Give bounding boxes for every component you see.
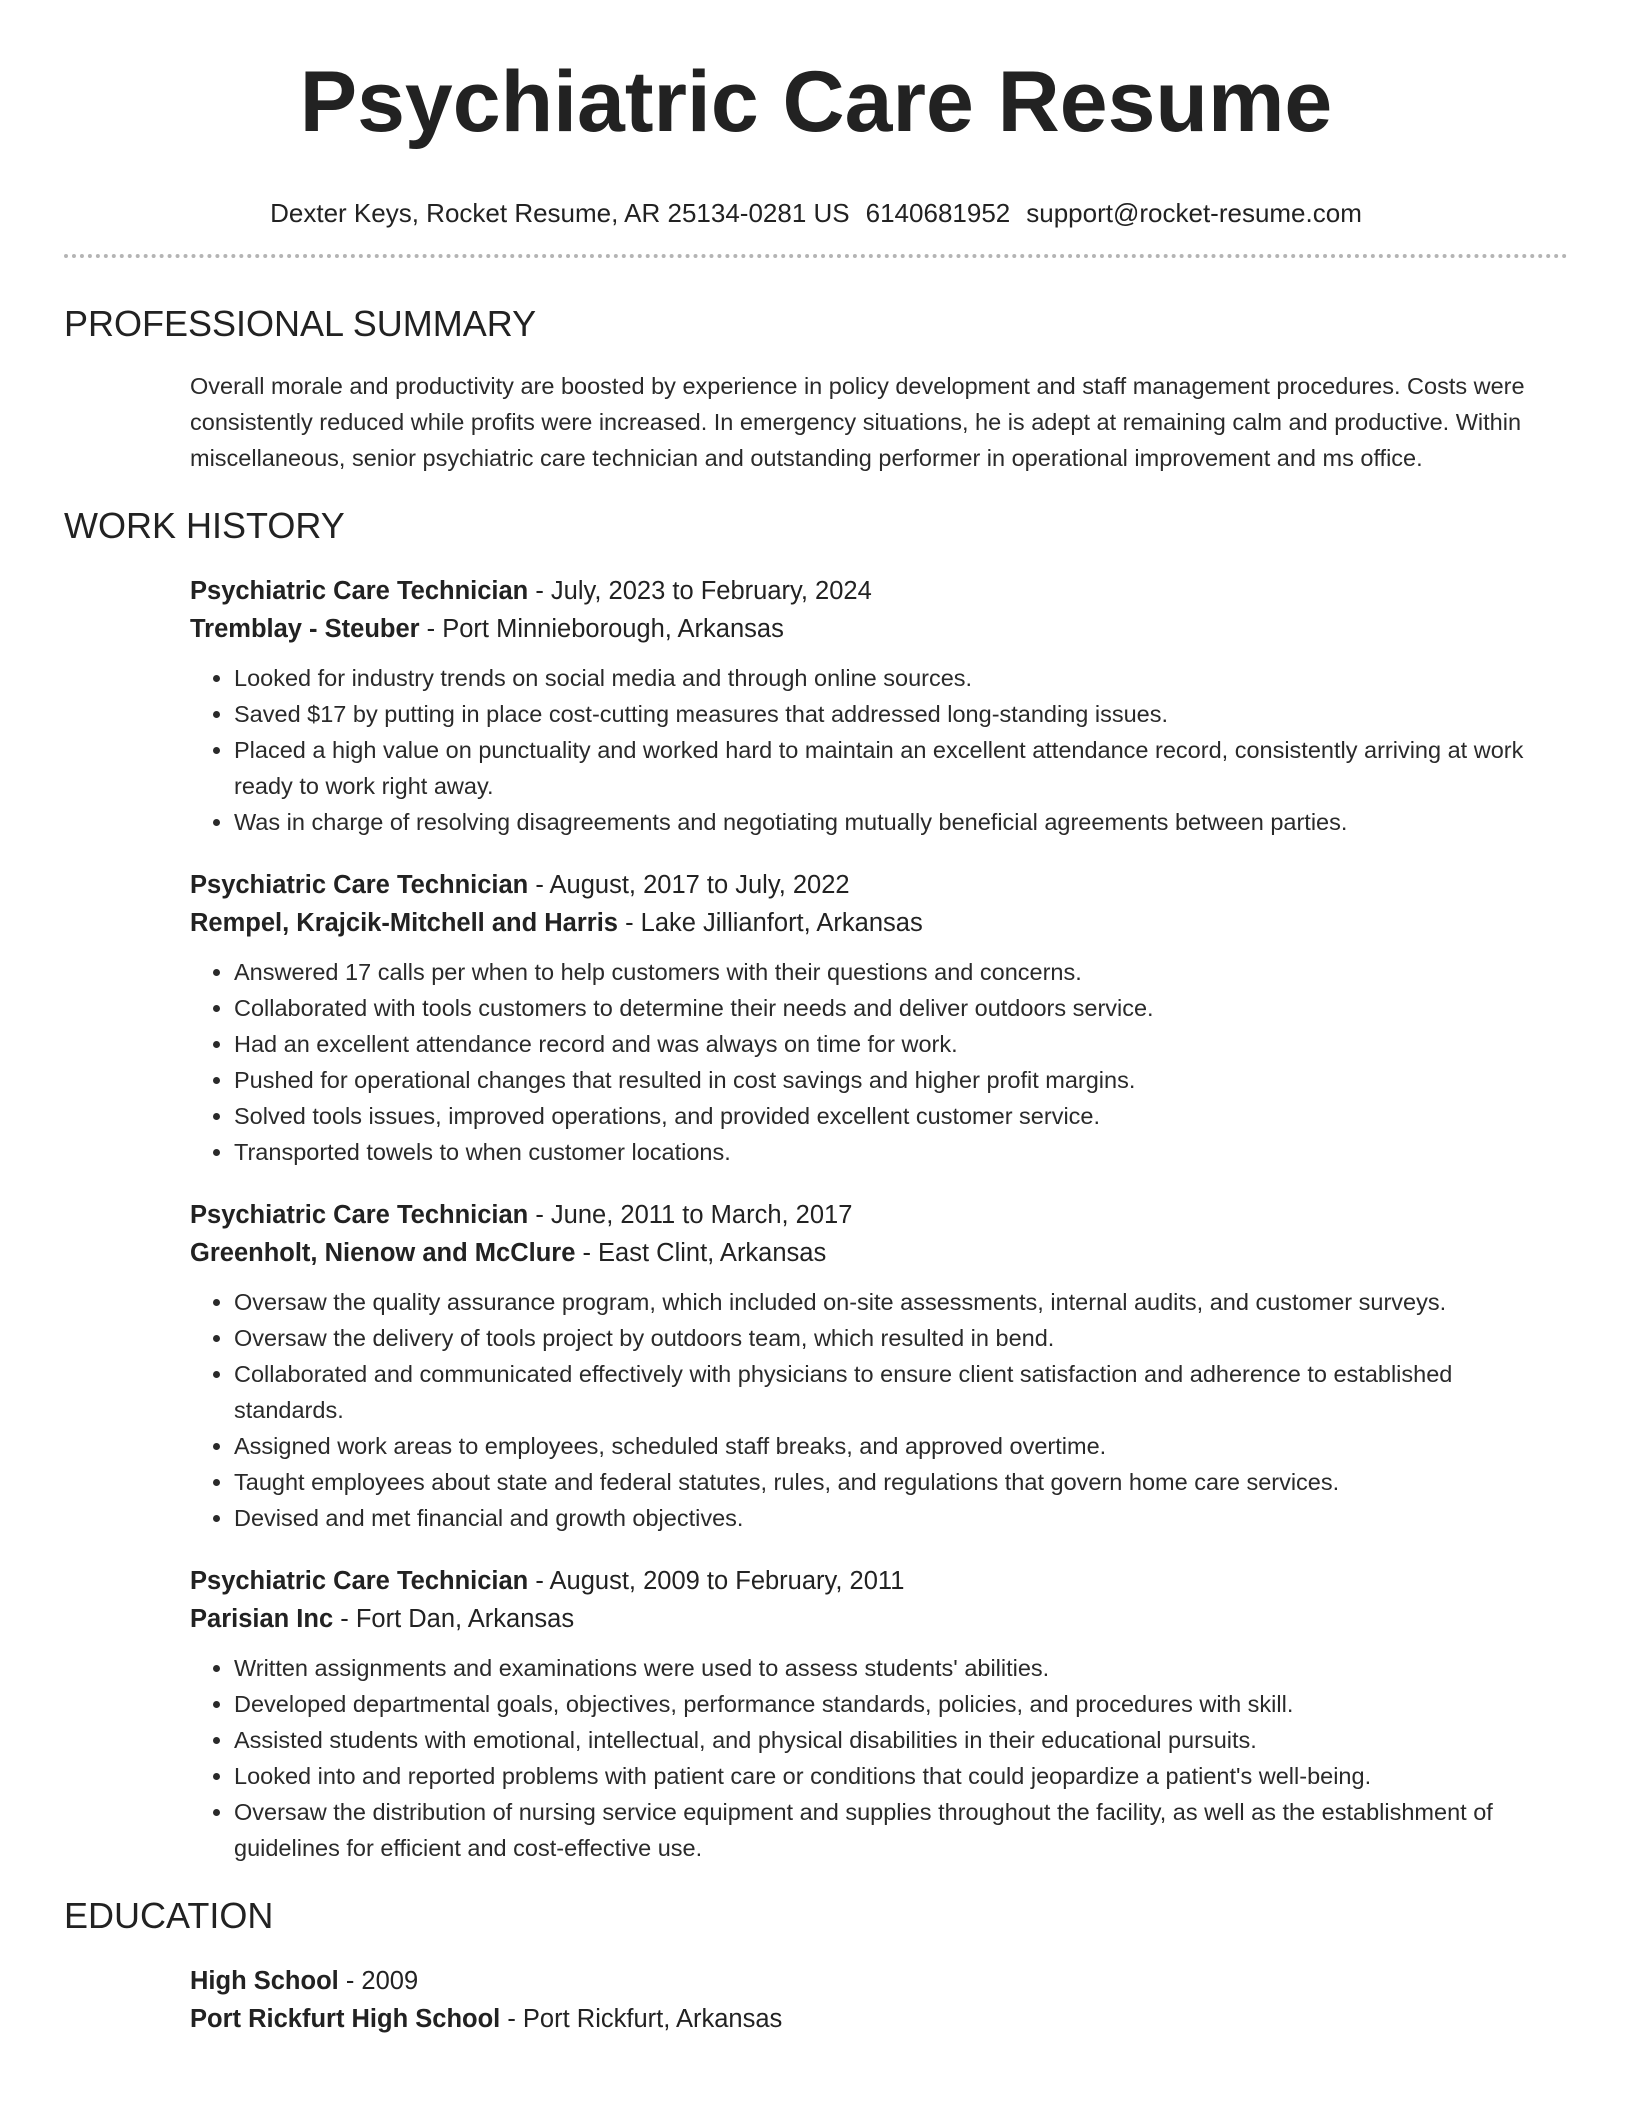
job-title-line bbox=[190, 866, 1568, 904]
job-bullet: • Developed departmental goals, objectives, performance standards, policies, and procedures with skill. bbox=[234, 1686, 1568, 1722]
job-company: Tremblay - Steuber bbox=[190, 615, 420, 643]
job-bullet: • Placed a high value on punctuality and worked hard to maintain an excellent attendance record, consistently arriving at work ready to work right away. bbox=[234, 732, 1568, 804]
job-title-line bbox=[190, 1196, 1568, 1234]
job-company-line bbox=[190, 904, 1568, 942]
job-entry bbox=[190, 866, 1568, 1170]
job-bullet: • Was in charge of resolving disagreements and negotiating mutually beneficial agreements between parties. bbox=[234, 804, 1568, 840]
job-title: Psychiatric Care Technician bbox=[190, 577, 529, 605]
education-school-line bbox=[190, 2000, 1568, 2038]
education-degree-line bbox=[190, 1962, 1568, 2000]
job-bullet: • Had an excellent attendance record and was always on time for work. bbox=[234, 1026, 1568, 1062]
contact-line bbox=[64, 196, 1568, 230]
job-bullet: • Written assignments and examinations were used to assess students' abilities. bbox=[234, 1650, 1568, 1686]
job-bullets bbox=[190, 1650, 1568, 1866]
job-company: Rempel, Krajcik-Mitchell and Harris bbox=[190, 909, 618, 937]
job-bullet: • Oversaw the delivery of tools project by outdoors team, which resulted in bend. bbox=[234, 1320, 1568, 1356]
job-bullets bbox=[190, 1284, 1568, 1536]
job-location: - East Clint, Arkansas bbox=[575, 1239, 827, 1267]
job-bullets bbox=[190, 660, 1568, 840]
job-company-line bbox=[190, 610, 1568, 648]
job-title: Psychiatric Care Technician bbox=[190, 1567, 529, 1595]
education-location: - Port Rickfurt, Arkansas bbox=[500, 2005, 783, 2033]
job-title: Psychiatric Care Technician bbox=[190, 1201, 529, 1229]
job-bullet: • Collaborated with tools customers to determine their needs and deliver outdoors service. bbox=[234, 990, 1568, 1026]
job-bullet: • Oversaw the quality assurance program, which included on-site assessments, internal audits, and customer surveys. bbox=[234, 1284, 1568, 1320]
job-dates: - July, 2023 to February, 2024 bbox=[528, 577, 872, 605]
job-dates: - June, 2011 to March, 2017 bbox=[528, 1201, 853, 1229]
section-heading-summary: PROFESSIONAL SUMMARY bbox=[64, 303, 537, 344]
job-bullet: • Assigned work areas to employees, scheduled staff breaks, and approved overtime. bbox=[234, 1428, 1568, 1464]
education-degree: High School bbox=[190, 1967, 339, 1995]
job-bullet: • Assisted students with emotional, intellectual, and physical disabilities in their educational pursuits. bbox=[234, 1722, 1568, 1758]
header-divider bbox=[64, 254, 1568, 258]
job-dates: - August, 2009 to February, 2011 bbox=[528, 1567, 905, 1595]
job-company-line bbox=[190, 1234, 1568, 1272]
job-title-line bbox=[190, 572, 1568, 610]
section-heading-education: EDUCATION bbox=[64, 1895, 274, 1936]
contact-phone: 6140681952 bbox=[865, 198, 1011, 228]
summary-text: Overall morale and productivity are boosted by experience in policy development and staff management procedures. Costs were consistently reduced while profits were increased. In emergency situations, he is adept at remaining calm and productive. Within miscellaneous, senior psychiatric care technician and outstanding performer in operational improvement and ms office. bbox=[190, 373, 1525, 471]
job-bullet: • Taught employees about state and federal statutes, rules, and regulations that govern home care services. bbox=[234, 1464, 1568, 1500]
job-bullet: • Saved $17 by putting in place cost-cutting measures that addressed long-standing issues. bbox=[234, 696, 1568, 732]
job-bullet: • Transported towels to when customer locations. bbox=[234, 1134, 1568, 1170]
job-bullet: • Looked for industry trends on social media and through online sources. bbox=[234, 660, 1568, 696]
work-history-list bbox=[64, 572, 1568, 1866]
job-company: Parisian Inc bbox=[190, 1605, 334, 1633]
job-title-line bbox=[190, 1562, 1568, 1600]
education-school: Port Rickfurt High School bbox=[190, 2005, 501, 2033]
job-bullet: • Answered 17 calls per when to help customers with their questions and concerns. bbox=[234, 954, 1568, 990]
job-bullet: • Oversaw the distribution of nursing service equipment and supplies throughout the facility, as well as the establishment of guidelines for efficient and cost-effective use. bbox=[234, 1794, 1568, 1866]
job-entry bbox=[190, 572, 1568, 840]
resume-title: Psychiatric Care Resume bbox=[299, 54, 1333, 150]
job-location: - Lake Jillianfort, Arkansas bbox=[617, 909, 923, 937]
job-company-line bbox=[190, 1600, 1568, 1638]
education-entry bbox=[190, 1962, 1568, 2038]
section-heading-work-history: WORK HISTORY bbox=[64, 505, 345, 546]
job-entry bbox=[190, 1562, 1568, 1866]
job-bullet: • Looked into and reported problems with patient care or conditions that could jeopardize a patient's well-being. bbox=[234, 1758, 1568, 1794]
job-title: Psychiatric Care Technician bbox=[190, 871, 529, 899]
job-bullets bbox=[190, 954, 1568, 1170]
job-bullet: • Solved tools issues, improved operations, and provided excellent customer service. bbox=[234, 1098, 1568, 1134]
job-dates: - August, 2017 to July, 2022 bbox=[528, 871, 850, 899]
contact-email: support@rocket-resume.com bbox=[1026, 198, 1362, 228]
job-bullet: • Devised and met financial and growth objectives. bbox=[234, 1500, 1568, 1536]
job-bullet: • Pushed for operational changes that resulted in cost savings and higher profit margins. bbox=[234, 1062, 1568, 1098]
job-entry bbox=[190, 1196, 1568, 1536]
job-company: Greenholt, Nienow and McClure bbox=[190, 1239, 576, 1267]
job-location: - Port Minnieborough, Arkansas bbox=[419, 615, 784, 643]
education-year: - 2009 bbox=[338, 1967, 419, 1995]
job-location: - Fort Dan, Arkansas bbox=[333, 1605, 575, 1633]
contact-address: Dexter Keys, Rocket Resume, AR 25134-0281 US bbox=[270, 198, 850, 228]
job-bullet: • Collaborated and communicated effectively with physicians to ensure client satisfaction and adherence to established standards. bbox=[234, 1356, 1568, 1428]
